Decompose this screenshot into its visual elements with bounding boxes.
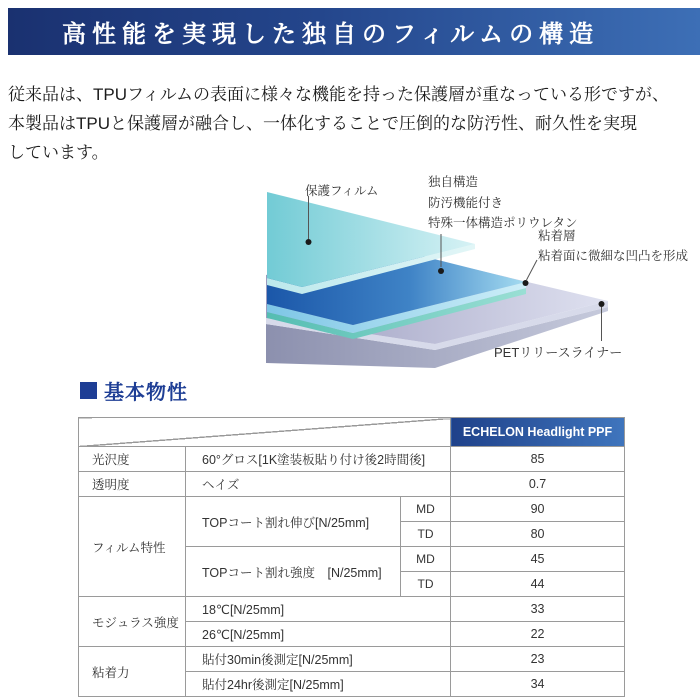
md-cell: MD (401, 547, 451, 572)
banner-title: 高性能を実現した独自のフィルムの構造 (62, 22, 600, 48)
adhesive-layer-label (538, 227, 688, 266)
row-value: 45 (451, 547, 625, 572)
basic-properties-heading (80, 376, 188, 405)
row-value: 44 (451, 572, 625, 597)
intro-line-3: しています。 (8, 143, 109, 162)
table-row (79, 647, 625, 672)
table-row (79, 497, 625, 522)
row-label: 透明度 (79, 472, 186, 497)
row-label: モジュラス強度 (79, 597, 186, 647)
row-value: 34 (451, 672, 625, 697)
md-cell: MD (401, 497, 451, 522)
row-condition: ヘイズ (186, 472, 451, 497)
row-value: 23 (451, 647, 625, 672)
adhesive-dot (523, 280, 529, 286)
section-banner (8, 8, 700, 55)
adhesive-leader-line (527, 260, 538, 280)
pet-liner-label: PETリリースライナー (494, 345, 623, 360)
intro-paragraph (8, 80, 696, 167)
protective-film-label: 保護フィルム (305, 184, 379, 198)
film-structure-diagram (0, 170, 700, 384)
row-condition: 貼付30min後測定[N/25mm] (186, 647, 451, 672)
adhesive-line-2: 粘着面に微細な凹凸を形成 (538, 248, 689, 263)
row-value: 33 (451, 597, 625, 622)
unique-structure-line-1: 独自構造 (428, 175, 479, 189)
row-condition: TOPコート割れ伸び[N/25mm] (186, 497, 401, 547)
row-value: 90 (451, 497, 625, 522)
intro-line-1: 従来品は、TPUフィルムの表面に様々な機能を持った保護層が重なっている形ですが、 (8, 85, 669, 104)
row-label: フィルム特性 (79, 497, 186, 597)
intro-line-2: 本製品はTPUと保護層が融合し、一体化することで圧倒的な防汚性、耐久性を実現 (8, 114, 637, 133)
row-condition: TOPコート割れ強度 [N/25mm] (186, 547, 401, 597)
adhesive-line-1: 粘着層 (538, 229, 576, 243)
row-label: 粘着力 (79, 647, 186, 697)
unique-structure-line-2: 防汚機能付き (428, 195, 504, 210)
product-header-cell: ECHELON Headlight PPF (451, 418, 625, 447)
unique-structure-label (428, 172, 578, 234)
unique-structure-dot (438, 268, 444, 274)
protective-film-dot (306, 239, 312, 245)
row-condition: 18℃[N/25mm] (186, 597, 451, 622)
table-header-row (79, 418, 625, 447)
basic-properties-table (78, 417, 625, 697)
diagonal-header-cell (79, 418, 451, 447)
unique-structure-line-3: 特殊一体構造ポリウレタン (428, 216, 578, 230)
row-condition: 貼付24hr後測定[N/25mm] (186, 672, 451, 697)
row-value: 80 (451, 522, 625, 547)
table-row (79, 447, 625, 472)
table-row (79, 597, 625, 622)
td-cell: TD (401, 522, 451, 547)
row-value: 22 (451, 622, 625, 647)
row-label: 光沢度 (79, 447, 186, 472)
table-row (79, 472, 625, 497)
row-condition: 60°グロス[1K塗装板貼り付け後2時間後] (186, 447, 451, 472)
heading-text: 基本物性 (104, 382, 188, 404)
row-value: 0.7 (451, 472, 625, 497)
pet-liner-dot (599, 301, 605, 307)
row-condition: 26℃[N/25mm] (186, 622, 451, 647)
row-value: 85 (451, 447, 625, 472)
heading-square-icon (80, 382, 97, 399)
td-cell: TD (401, 572, 451, 597)
